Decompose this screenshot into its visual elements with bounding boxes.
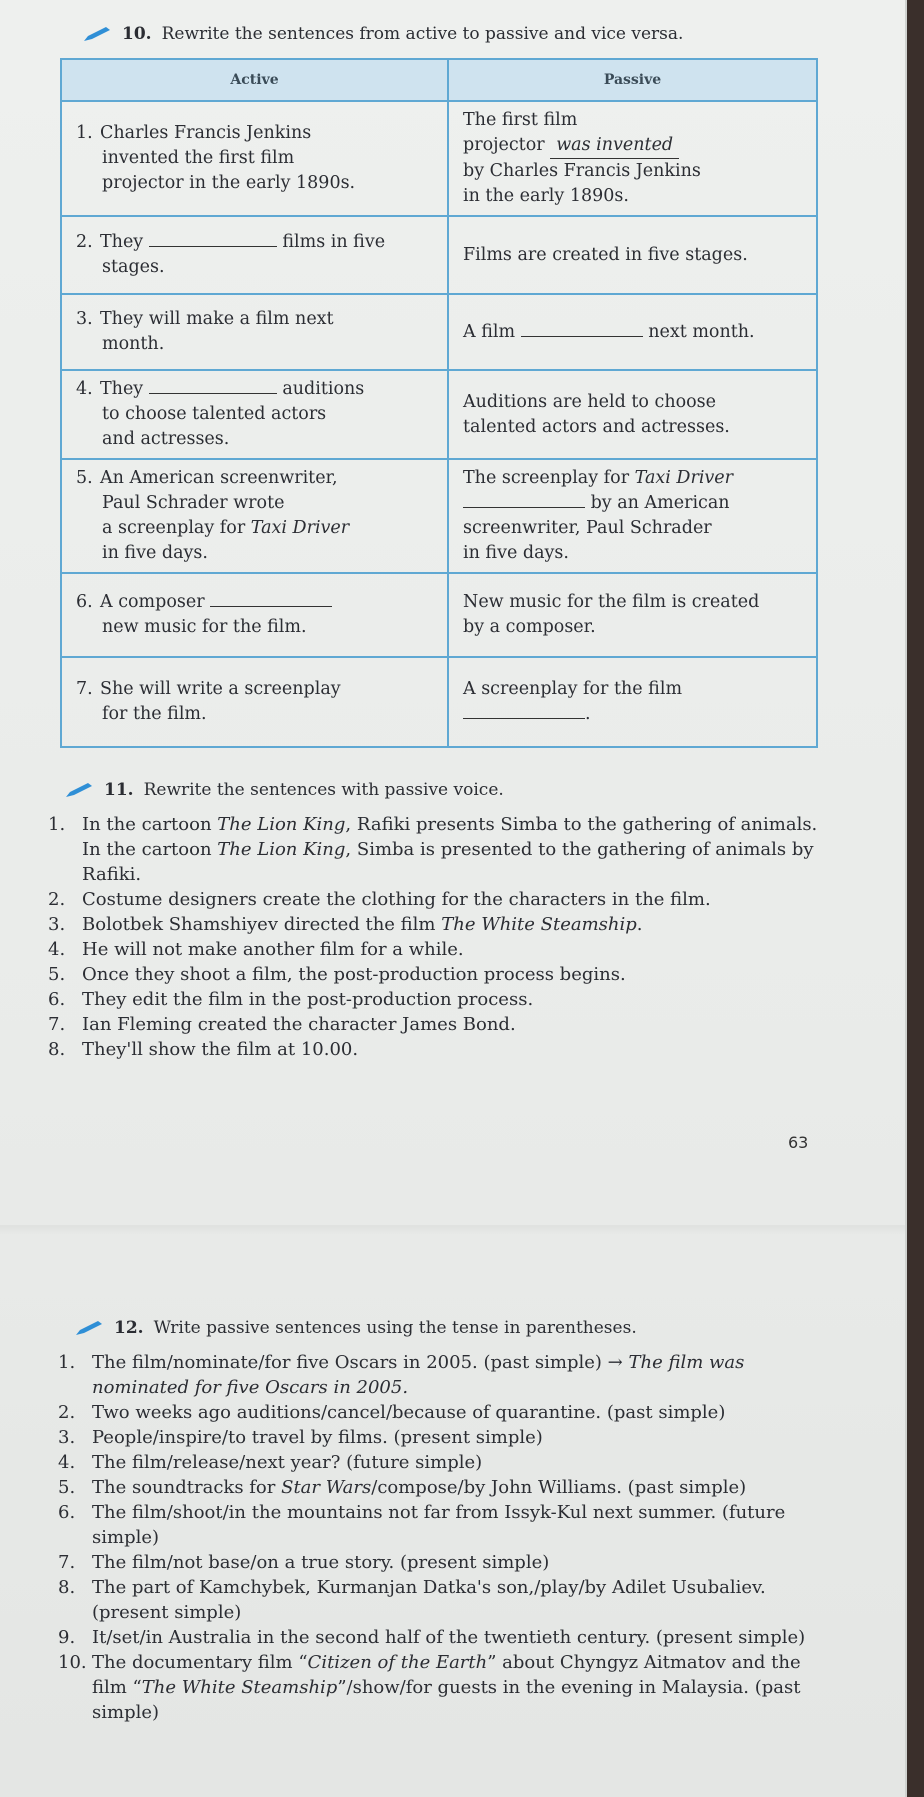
- table-row: [61, 294, 817, 370]
- exercise-11-heading: [64, 780, 504, 800]
- list-item: 2. Costume designers create the clothing for the characters in the film.: [48, 889, 711, 910]
- active-cell: 1. Charles Francis Jenkins invented the first film projector in the early 1890s.: [61, 101, 448, 216]
- example-answer: The film was nominated for five Oscars in 2005.: [92, 1352, 745, 1398]
- table-row: [61, 101, 817, 216]
- pencil-icon: [64, 781, 94, 799]
- column-header-active: Active: [61, 59, 448, 101]
- passive-cell: The screenplay for Taxi Driver by an American screenwriter, Paul Schrader in five days.: [448, 459, 817, 573]
- exercise-instruction: Rewrite the sentences with passive voice.: [143, 780, 504, 800]
- active-cell: 3. They will make a film next month.: [61, 294, 448, 370]
- answer-blank: [210, 606, 332, 607]
- active-cell: 6. A composer new music for the film.: [61, 573, 448, 657]
- list-item: 1. In the cartoon The Lion King, Rafiki presents Simba to the gathering of animals. In the cartoon The Lion King, Simba is presented to the gathering of animals by Rafiki.: [48, 812, 838, 887]
- exercise-instruction: Rewrite the sentences from active to passive and vice versa.: [161, 24, 684, 44]
- active-cell: 7. She will write a screenplay for the film.: [61, 657, 448, 747]
- list-item: 6. The film/shoot/in the mountains not far from Issyk-Kul next summer. (future simple): [58, 1502, 786, 1548]
- active-cell: 2. They films in five stages.: [61, 216, 448, 294]
- exercise-instruction: Write passive sentences using the tense in parentheses.: [153, 1318, 637, 1338]
- pencil-icon: [82, 25, 112, 43]
- filled-blank: was invented: [550, 133, 679, 159]
- table-row: [61, 657, 817, 747]
- page-number: 63: [788, 1133, 809, 1152]
- page-fold: [0, 1225, 905, 1235]
- answer-blank: [149, 393, 277, 394]
- passive-cell: The first film projector was invented by Charles Francis Jenkins in the early 1890s.: [448, 101, 817, 216]
- list-item: 8. The part of Kamchybek, Kurmanjan Datka's son,/play/by Adilet Usubaliev. (present simple): [58, 1577, 766, 1623]
- exercise-11-list: [48, 812, 838, 1062]
- list-item: 2. Two weeks ago auditions/cancel/because of quarantine. (past simple): [58, 1402, 726, 1423]
- list-item: 4. He will not make another film for a while.: [48, 939, 464, 960]
- active-cell: 5. An American screenwriter, Paul Schrader wrote a screenplay for Taxi Driver in five days.: [61, 459, 448, 573]
- list-item: 4. The film/release/next year? (future simple): [58, 1452, 483, 1473]
- pencil-icon: [74, 1319, 104, 1337]
- answer-blank: [521, 336, 643, 337]
- active-cell: 4. They auditions to choose talented actors and actresses.: [61, 370, 448, 459]
- list-item: 5. The soundtracks for Star Wars/compose/by John Williams. (past simple): [58, 1477, 747, 1498]
- answer-blank: [149, 246, 277, 247]
- list-item: 1. The film/nominate/for five Oscars in 2005. (past simple) → The film was nominated for five Oscars in 2005.: [58, 1352, 745, 1398]
- table-row: [61, 216, 817, 294]
- list-item: 5. Once they shoot a film, the post-production process begins.: [48, 964, 626, 985]
- exercise-number: 12.: [114, 1318, 144, 1338]
- example-answer: In the cartoon The Lion King, Simba is presented to the gathering of animals by Rafiki.: [82, 839, 814, 885]
- exercise-number: 11.: [104, 780, 134, 800]
- list-item: 7. Ian Fleming created the character James Bond.: [48, 1014, 516, 1035]
- passive-cell: New music for the film is created by a composer.: [448, 573, 817, 657]
- table-row: [61, 370, 817, 459]
- list-item: 7. The film/not base/on a true story. (present simple): [58, 1552, 550, 1573]
- table-row: [61, 459, 817, 573]
- list-item: 9. It/set/in Australia in the second half of the twentieth century. (present simple): [58, 1627, 806, 1648]
- passive-cell: A screenplay for the film .: [448, 657, 817, 747]
- answer-blank: [463, 718, 585, 719]
- list-item: 6. They edit the film in the post-production process.: [48, 989, 534, 1010]
- column-header-passive: Passive: [448, 59, 817, 101]
- answer-blank: [463, 507, 585, 508]
- list-item: 10. The documentary film “Citizen of the Earth” about Chyngyz Aitmatov and the film “The White Steamship”/show/for guests in the evening in Malaysia. (past simple): [58, 1652, 801, 1723]
- list-item: 3. People/inspire/to travel by films. (present simple): [58, 1427, 543, 1448]
- passive-cell: Films are created in five stages.: [448, 216, 817, 294]
- passive-cell: Auditions are held to choose talented actors and actresses.: [448, 370, 817, 459]
- list-item: 8. They'll show the film at 10.00.: [48, 1039, 359, 1060]
- exercise-12-list: [58, 1350, 838, 1725]
- exercise-12-heading: [74, 1318, 637, 1338]
- exercise-10-heading: [82, 24, 683, 44]
- passive-cell: A film next month.: [448, 294, 817, 370]
- list-item: 3. Bolotbek Shamshiyev directed the film The White Steamship.: [48, 914, 643, 935]
- table-header-row: [61, 59, 817, 101]
- table-row: [61, 573, 817, 657]
- active-passive-table: [60, 58, 818, 748]
- exercise-number: 10.: [122, 24, 152, 44]
